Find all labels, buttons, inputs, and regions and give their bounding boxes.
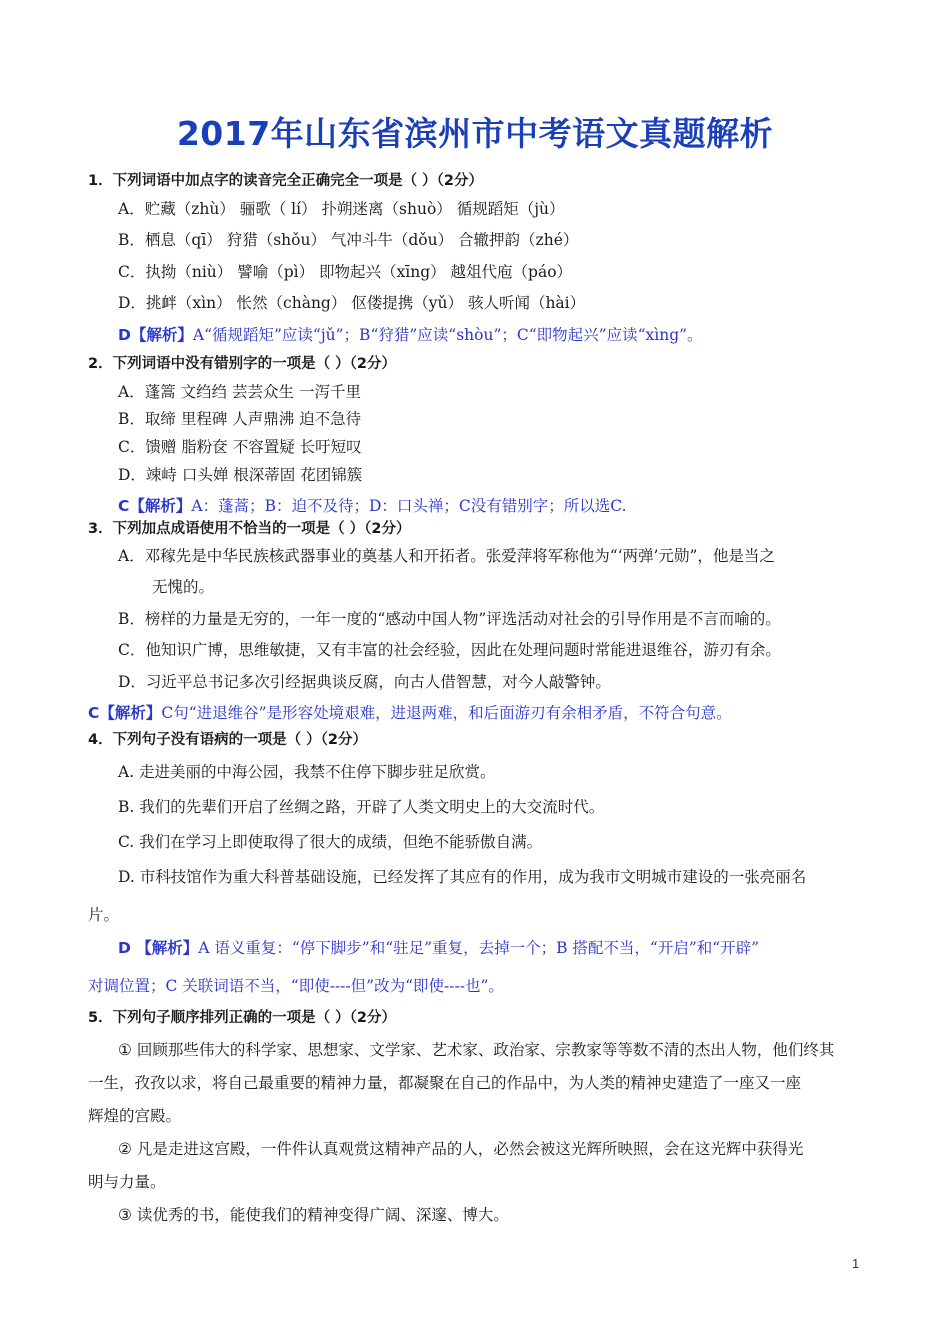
answer-text: A 语义重复：“停下脚步”和“驻足”重复，去掉一个；B 搭配不当，“开启”和“开辟” [198, 939, 760, 957]
passage-sentence-1-cont2: 辉煌的宫殿。 [88, 1107, 182, 1125]
question-4-option-d: D. 市科技馆作为重大科普基础设施，已经发挥了其应有的作用，成为我市文明城市建设的一张亮丽名 [118, 868, 807, 886]
answer-label: C【解析】 [88, 704, 162, 722]
question-4-stem: 4．下列句子没有语病的一项是（ ）（2分） [88, 732, 367, 748]
answer-text: C句“进退维谷”是形容处境艰难，进退两难，和后面游刃有余相矛盾，不符合句意。 [161, 704, 732, 722]
question-3-option-a: A．邓稼先是中华民族核武器事业的奠基人和开拓者。张爱萍将军称他为“‘两弹’元勋”，他是当之 [118, 547, 775, 565]
question-4-option-c: C. 我们在学习上即使取得了很大的成绩，但绝不能骄傲自满。 [118, 833, 543, 851]
question-3-option-d: D．习近平总书记多次引经据典谈反腐，向古人借智慧，对今人敲警钟。 [118, 673, 611, 691]
question-2-stem: 2．下列词语中没有错别字的一项是（ ）（2分） [88, 356, 396, 372]
question-1-option-d: D．挑衅（xìn） 怅然（chàng） 伛偻提携（yǔ） 骇人听闻（hài） [118, 294, 586, 312]
page-title: 2017年山东省滨州市中考语文真题解析 [176, 114, 774, 153]
answer-label: D【解析】 [118, 326, 193, 344]
question-4-answer [118, 938, 759, 958]
question-1-stem: 1．下列词语中加点字的读音完全正确完全一项是（ ）（2分） [88, 173, 483, 189]
question-2-option-a: A．蓬篙 文绉绉 芸芸众生 一泻千里 [118, 383, 361, 401]
question-1-answer [118, 325, 703, 345]
question-2-answer [118, 496, 627, 516]
passage-sentence-3: ③ 读优秀的书，能使我们的精神变得广阔、深邃、博大。 [118, 1206, 509, 1224]
question-3-option-a-cont: 无愧的。 [152, 578, 215, 596]
question-5-stem: 5．下列句子顺序排列正确的一项是（ ）（2分） [88, 1010, 396, 1026]
answer-label: D 【解析】 [118, 939, 199, 957]
question-3-stem: 3．下列加点成语使用不恰当的一项是（ ）（2分） [88, 521, 411, 537]
question-4-option-b: B. 我们的先辈们开启了丝绸之路，开辟了人类文明史上的大交流时代。 [118, 798, 605, 816]
passage-sentence-2: ② 凡是走进这宫殿，一件件认真观赏这精神产品的人，必然会被这光辉所映照，会在这光辉中获得光 [118, 1140, 804, 1158]
question-2-option-d: D．竦峙 口头婵 根深蒂固 花团锦簇 [118, 466, 363, 484]
question-4-option-d-cont: 片。 [88, 906, 120, 924]
passage-sentence-1: ① 回顾那些伟大的科学家、思想家、文学家、艺术家、政治家、宗教家等等数不清的杰出人物，他们终其 [118, 1041, 835, 1059]
question-4-answer-cont: 对调位置；C 关联词语不当，“即使----但”改为“即使----也”。 [88, 977, 504, 995]
answer-text: A：蓬蒿；B：迫不及待；D：口头禅；C没有错别字；所以选C. [191, 497, 627, 515]
question-2-option-b: B．取缔 里程碑 人声鼎沸 迫不急待 [118, 410, 362, 428]
answer-label: C【解析】 [118, 497, 192, 515]
question-1-option-c: C．执拗（niù） 譬喻（pì） 即物起兴（xīng） 越俎代庖（páo） [118, 263, 573, 281]
question-3-option-c: C．他知识广博，思维敏捷，又有丰富的社会经验，因此在处理问题时常能进退维谷，游刃有余。 [118, 641, 781, 659]
passage-sentence-1-cont: 一生，孜孜以求，将自己最重要的精神力量，都凝聚在自己的作品中，为人类的精神史建造了一座又一座 [88, 1074, 802, 1092]
question-3-option-b: B．榜样的力量是无穷的，一年一度的“感动中国人物”评选活动对社会的引导作用是不言而喻的。 [118, 610, 781, 628]
question-3-answer [88, 703, 732, 723]
question-4-option-a: A. 走进美丽的中海公园，我禁不住停下脚步驻足欣赏。 [118, 763, 496, 781]
question-2-option-c: C．馈赠 脂粉奁 不容置疑 长吁短叹 [118, 438, 362, 456]
passage-sentence-2-cont: 明与力量。 [88, 1173, 166, 1191]
answer-text: A“循规蹈矩”应读“jǔ”；B“狩猎”应读“shòu”；C“即物起兴”应读“xìng”。 [192, 326, 703, 344]
question-1-option-b: B．栖息（qī） 狩猎（shǒu） 气冲斗牛（dǒu） 合辙押韵（zhé） [118, 231, 579, 249]
question-1-option-a: A．贮藏（zhù） 骊歌（ lí） 扑朔迷离（shuò） 循规蹈矩（jù） [118, 200, 565, 218]
page-number: 1 [852, 1256, 860, 1271]
